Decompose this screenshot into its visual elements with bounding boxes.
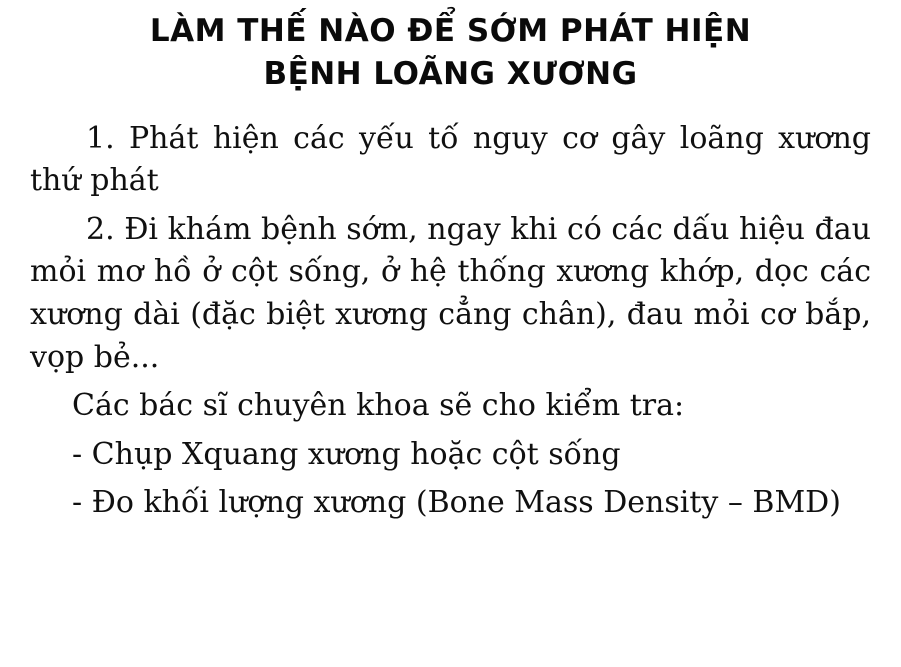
paragraph-bullet-bmd: - Đo khối lượng xương (Bone Mass Density – BMD) <box>72 485 841 521</box>
paragraph-doctor-check-intro: Các bác sĩ chuyên khoa sẽ cho kiểm tra: <box>72 388 685 424</box>
paragraph-bullet-xray: - Chụp Xquang xương hoặc cột sống <box>72 436 621 472</box>
paragraph-item-1: 1. Phát hiện các yếu tố nguy cơ gây loãng xương thứ phát <box>30 120 871 199</box>
document-body <box>30 118 871 525</box>
title-line-2: BỆNH LOÃNG XƯƠNG <box>263 55 638 92</box>
document-title <box>30 10 871 96</box>
paragraph-item-2: 2. Đi khám bệnh sớm, ngay khi có các dấu hiệu đau mỏi mơ hồ ở cột sống, ở hệ thống xương khớp, dọc các xương dài (đặc biệt xương cẳng chân), đau mỏi cơ bắp, vọp bẻ... <box>30 211 871 375</box>
title-line-1: LÀM THẾ NÀO ĐỂ SỚM PHÁT HIỆN <box>149 13 752 49</box>
